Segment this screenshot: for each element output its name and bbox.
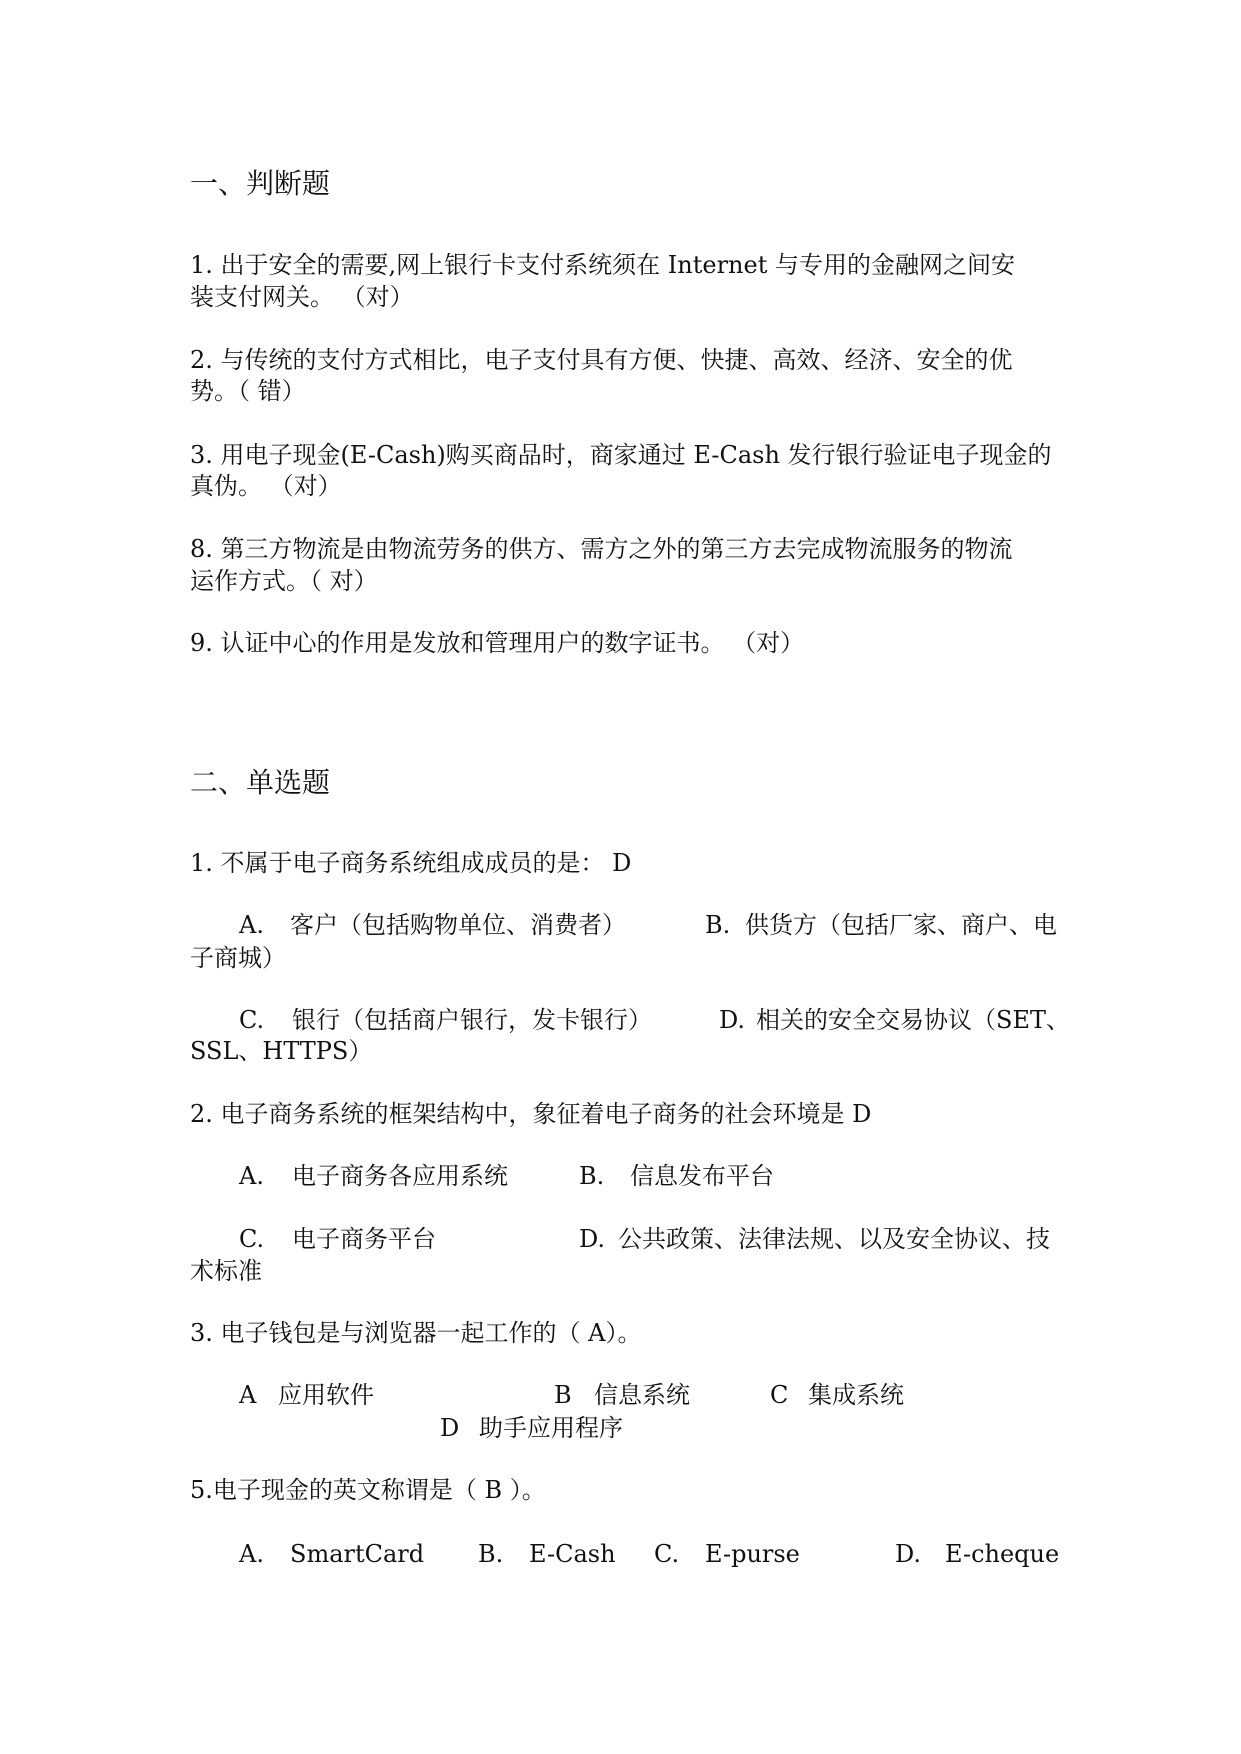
option-label: A. — [239, 1540, 264, 1568]
option-label: A. — [239, 1162, 264, 1190]
option-text: SmartCard — [290, 1540, 425, 1568]
option-label: A. — [239, 911, 264, 939]
judgment-item-line: 2. 与传统的支付方式相比，电子支付具有方便、快捷、高效、经济、安全的优 — [190, 346, 1013, 374]
question-stem: 3. 电子钱包是与浏览器一起工作的（ A）。 — [190, 1319, 642, 1347]
judgment-item-line: 1. 出于安全的需要,网上银行卡支付系统须在 Internet 与专用的金融网之间安 — [190, 251, 1015, 279]
option-label: B — [554, 1381, 572, 1409]
judgment-item-line: 势。（ 错） — [190, 377, 306, 405]
option-text: 银行（包括商户银行，发卡银行） — [292, 1006, 652, 1034]
option-text: 客户（包括购物单位、消费者） — [290, 911, 626, 939]
judgment-item-line: 3. 用电子现金(E-Cash)购买商品时，商家通过 E-Cash 发行银行验证电子现金的 — [190, 441, 1052, 469]
option-label: A — [239, 1381, 257, 1409]
question-stem: 1. 不属于电子商务系统组成成员的是： D — [190, 849, 632, 877]
option-text: E-cheque — [945, 1540, 1060, 1568]
option-text: 助手应用程序 — [479, 1414, 623, 1442]
option-label: C — [770, 1381, 789, 1409]
option-text: 电子商务平台 — [292, 1225, 436, 1253]
judgment-item-line: 8. 第三方物流是由物流劳务的供方、需方之外的第三方去完成物流服务的物流 — [190, 535, 1013, 563]
option-label: C. — [239, 1225, 265, 1253]
judgment-item-line: 运作方式。（ 对） — [190, 567, 378, 595]
option-text-continuation: 术标准 — [190, 1257, 262, 1285]
option-label: B. — [478, 1540, 504, 1568]
option-text: 公共政策、法律法规、以及安全协议、技 — [618, 1225, 1050, 1253]
section-title-single-choice: 二、单选题 — [190, 766, 331, 799]
section-title-judgment: 一、判断题 — [190, 167, 331, 200]
option-text: 信息系统 — [594, 1381, 690, 1409]
option-text: 电子商务各应用系统 — [292, 1162, 508, 1190]
option-text-continuation: 子商城） — [190, 944, 286, 972]
option-text: 集成系统 — [808, 1381, 904, 1409]
judgment-item-line: 真伪。 （对） — [190, 472, 342, 500]
option-text: E-purse — [705, 1540, 800, 1568]
option-label: D. — [895, 1540, 922, 1568]
option-label: C. — [239, 1006, 265, 1034]
option-label: B. — [705, 911, 731, 939]
judgment-item-line: 9. 认证中心的作用是发放和管理用户的数字证书。 （对） — [190, 629, 805, 657]
option-label: C. — [654, 1540, 680, 1568]
option-text: 供货方（包括厂家、商户、电 — [745, 911, 1057, 939]
option-label: D. — [719, 1006, 746, 1034]
option-text: 相关的安全交易协议（SET、 — [756, 1006, 1070, 1034]
option-text: E-Cash — [529, 1540, 616, 1568]
question-stem: 2. 电子商务系统的框架结构中，象征着电子商务的社会环境是 D — [190, 1100, 872, 1128]
option-text-continuation: SSL、HTTPS） — [190, 1037, 373, 1065]
option-text: 信息发布平台 — [630, 1162, 774, 1190]
option-label: D. — [579, 1225, 606, 1253]
option-text: 应用软件 — [278, 1381, 374, 1409]
option-label: B. — [579, 1162, 605, 1190]
judgment-item-line: 装支付网关。 （对） — [190, 283, 414, 311]
option-label: D — [440, 1414, 460, 1442]
question-stem: 5.电子现金的英文称谓是（ B ）。 — [190, 1476, 546, 1504]
